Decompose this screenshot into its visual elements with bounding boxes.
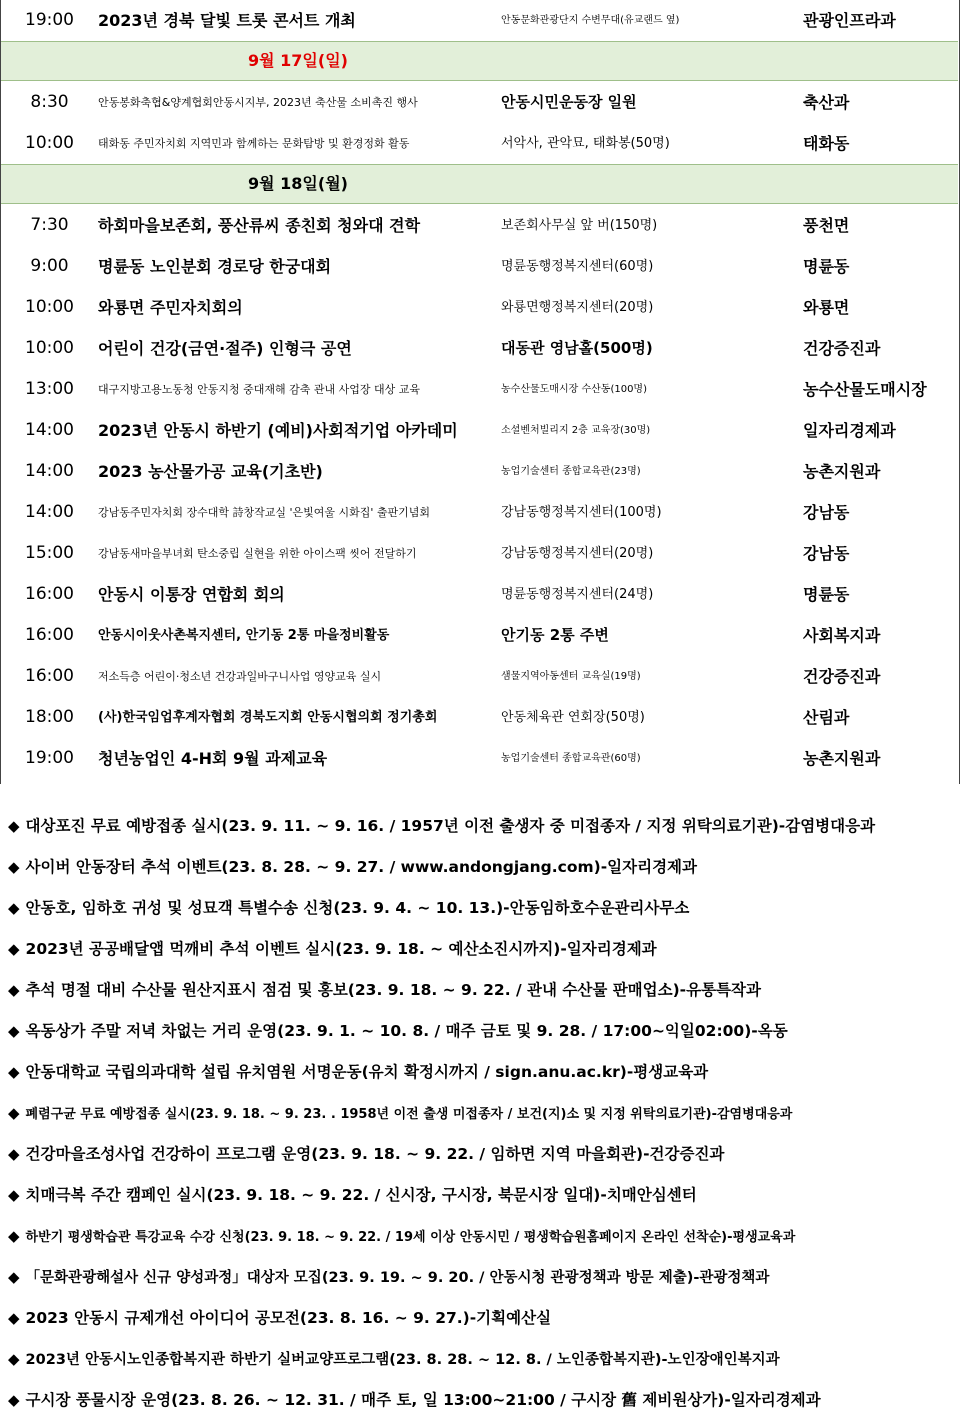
notice-item (8, 1217, 958, 1255)
event-dept: 강남동 (803, 544, 850, 563)
event-time: 16:00 (25, 625, 74, 645)
schedule-row (1, 656, 958, 697)
event-dept: 관광인프라과 (803, 11, 896, 30)
event-place: 명륜동행정복지센터(60명) (501, 259, 654, 274)
event-place: 와룡면행정복지센터(20명) (501, 300, 654, 315)
diamond-bullet-icon: ◆ (8, 981, 20, 999)
notice-text: 대상포진 무료 예방접종 실시(23. 9. 11. ~ 9. 16. / 1957년 이전 출생자 중 미접종자 / 지정 위탁의료기관)-감염병대응과 (25, 817, 876, 835)
day-label: 9월 17일(일) (248, 51, 348, 70)
event-time: 16:00 (25, 584, 74, 604)
notice-text: 건강마을조성사업 건강하이 프로그램 운영(23. 9. 18. ~ 9. 22. / 임하면 지역 마을회관)-건강증진과 (25, 1145, 725, 1163)
schedule-row (1, 738, 958, 779)
event-title: 안동시이웃사촌복지센터, 안기동 2통 마을정비활동 (98, 628, 390, 643)
event-title: 2023년 안동시 하반기 (예비)사회적기업 아카데미 (98, 421, 458, 440)
notice-text: 2023년 공공배달앱 먹깨비 추석 이벤트 실시(23. 9. 18. ~ 예산소진시까지)-일자리경제과 (25, 940, 657, 958)
event-dept: 강남동 (803, 503, 850, 522)
event-place: 샘물지역아동센터 교육실(19명) (501, 671, 641, 682)
notice-text: 구시장 풍물시장 운영(23. 8. 26. ~ 12. 31. / 매주 토, 일 13:00~21:00 / 구시장 舊 제비원상가)-일자리경제과 (25, 1391, 821, 1409)
event-dept: 명륜동 (803, 585, 850, 604)
event-dept: 농촌지원과 (803, 462, 881, 481)
event-title: 안동봉화축협&양계협회안동시지부, 2023년 축산물 소비촉진 행사 (98, 96, 418, 109)
diamond-bullet-icon: ◆ (8, 1268, 20, 1286)
event-title: 하회마을보존회, 풍산류씨 종친회 청와대 견학 (98, 216, 421, 235)
schedule-row (1, 533, 958, 574)
notice-item (8, 1012, 958, 1050)
diamond-bullet-icon: ◆ (8, 940, 20, 958)
event-dept: 와룡면 (803, 298, 850, 317)
event-dept: 건강증진과 (803, 667, 881, 686)
notice-text: 추석 명절 대비 수산물 원산지표시 점검 및 홍보(23. 9. 18. ~ 9. 22. / 관내 수산물 판매업소)-유통특작과 (25, 981, 761, 999)
notice-item (8, 971, 958, 1009)
schedule-row (1, 0, 958, 41)
diamond-bullet-icon: ◆ (8, 899, 20, 917)
diamond-bullet-icon: ◆ (8, 1063, 20, 1081)
schedule-row (1, 410, 958, 451)
notice-item (8, 848, 958, 886)
event-place: 명륜동행정복지센터(24명) (501, 587, 654, 602)
notice-item (8, 1053, 958, 1091)
notice-text: 2023년 안동시노인종합복지관 하반기 실버교양프로그램(23. 8. 28. ~ 12. 8. / 노인종합복지관)-노인장애인복지과 (25, 1352, 780, 1368)
event-place: 강남동행정복지센터(100명) (501, 505, 662, 520)
event-dept: 농촌지원과 (803, 749, 881, 768)
event-title: 대구지방고용노동청 안동지청 중대재해 감축 관내 사업장 대상 교육 (98, 383, 421, 396)
schedule-row (1, 287, 958, 328)
event-title: 강남동새마을부녀회 탄소중립 실현을 위한 아이스팩 씻어 전달하기 (98, 547, 417, 560)
event-dept: 사회복지과 (803, 626, 881, 645)
event-time: 18:00 (25, 707, 74, 727)
notice-text: 치매극복 주간 캠페인 실시(23. 9. 18. ~ 9. 22. / 신시장, 구시장, 북문시장 일대)-치매안심센터 (25, 1186, 697, 1204)
event-dept: 건강증진과 (803, 339, 881, 358)
event-dept: 축산과 (803, 93, 850, 112)
notice-text: 2023 안동시 규제개선 아이디어 공모전(23. 8. 16. ~ 9. 27.)-기획예산실 (25, 1309, 552, 1327)
notice-item (8, 1299, 958, 1337)
event-place: 소셜벤처빌리지 2층 교육장(30명) (501, 425, 651, 436)
event-place: 안동체육관 연회장(50명) (501, 710, 645, 725)
notice-item (8, 1135, 958, 1173)
event-title: 저소득층 어린이·청소년 건강과일바구니사업 영양교육 실시 (98, 670, 382, 683)
notice-item (8, 1381, 958, 1419)
event-title: 어린이 건강(금연·절주) 인형극 공연 (98, 339, 352, 358)
event-time: 19:00 (25, 10, 74, 30)
event-place: 보존회사무실 앞 버(150명) (501, 218, 658, 233)
notice-text: 사이버 안동장터 추석 이벤트(23. 8. 28. ~ 9. 27. / www.andongjang.com)-일자리경제과 (25, 858, 697, 876)
event-time: 16:00 (25, 666, 74, 686)
event-title: 명륜동 노인분회 경로당 한궁대회 (98, 257, 332, 276)
event-time: 10:00 (25, 297, 74, 317)
event-dept: 명륜동 (803, 257, 850, 276)
schedule-row (1, 328, 958, 369)
event-dept: 태화동 (803, 134, 850, 153)
event-time: 7:30 (30, 215, 69, 235)
diamond-bullet-icon: ◆ (8, 858, 20, 876)
notice-text: 옥동상가 주말 저녁 차없는 거리 운영(23. 9. 1. ~ 10. 8. / 매주 금토 및 9. 28. / 17:00~익일02:00)-옥동 (25, 1022, 788, 1040)
notice-item (8, 889, 958, 927)
notice-text: 「문화관광해설사 신규 양성과정」대상자 모집(23. 9. 19. ~ 9. 20. / 안동시청 관광정책과 방문 제출)-관광정책과 (25, 1270, 770, 1286)
event-time: 15:00 (25, 543, 74, 563)
diamond-bullet-icon: ◆ (8, 1391, 20, 1409)
event-title: 와룡면 주민자치회의 (98, 298, 243, 317)
notice-item (8, 1094, 958, 1132)
notice-item (8, 1340, 958, 1378)
event-place: 안동문화관광단지 수변무대(유교랜드 옆) (501, 15, 680, 26)
notice-text: 하반기 평생학습관 특강교육 수강 신청(23. 9. 18. ~ 9. 22. / 19세 이상 안동시민 / 평생학습원홈페이지 온라인 선착순)-평생교육과 (25, 1230, 796, 1245)
event-place: 농업기술센터 종합교육관(60명) (501, 753, 641, 764)
schedule-row (1, 82, 958, 123)
schedule-row (1, 574, 958, 615)
event-title: (사)한국임업후계자협회 경북도지회 안동시협의회 정기총회 (98, 710, 438, 725)
event-dept: 농수산물도매시장 (803, 380, 927, 399)
schedule-row (1, 246, 958, 287)
notice-item (8, 930, 958, 968)
event-title: 안동시 이통장 연합회 회의 (98, 585, 285, 604)
diamond-bullet-icon: ◆ (8, 1309, 20, 1327)
event-place: 서악사, 관악묘, 태화봉(50명) (501, 136, 670, 151)
schedule-row (1, 369, 958, 410)
event-time: 14:00 (25, 420, 74, 440)
schedule-row (1, 123, 958, 164)
event-time: 10:00 (25, 338, 74, 358)
event-title: 청년농업인 4-H회 9월 과제교육 (98, 749, 328, 768)
event-dept: 풍천면 (803, 216, 850, 235)
event-title: 태화동 주민자치회 지역민과 함께하는 문화탐방 및 환경정화 활동 (98, 137, 410, 150)
event-time: 14:00 (25, 461, 74, 481)
notice-text: 폐렴구균 무료 예방접종 실시(23. 9. 18. ~ 9. 23. . 1958년 이전 출생 미접종자 / 보건(지)소 및 지정 위탁의료기관)-감염병대응과 (25, 1107, 793, 1122)
event-place: 강남동행정복지센터(20명) (501, 546, 654, 561)
diamond-bullet-icon: ◆ (8, 1104, 20, 1122)
event-place: 농수산물도매시장 수산동(100명) (501, 384, 647, 395)
event-title: 강남동주민자치회 장수대학 詩창작교실 '은빛여울 시화집' 출판기념회 (98, 506, 431, 519)
day-label: 9월 18일(월) (248, 174, 348, 193)
event-title: 2023 농산물가공 교육(기초반) (98, 462, 323, 481)
event-time: 19:00 (25, 748, 74, 768)
schedule-row (1, 492, 958, 533)
diamond-bullet-icon: ◆ (8, 817, 20, 835)
event-place: 농업기술센터 종합교육관(23명) (501, 466, 641, 477)
schedule-row (1, 451, 958, 492)
notice-text: 안동호, 임하호 귀성 및 성묘객 특별수송 신청(23. 9. 4. ~ 10. 13.)-안동임하호수운관리사무소 (25, 899, 690, 917)
notice-text: 안동대학교 국립의과대학 설립 유치염원 서명운동(유치 확정시까지 / sign.anu.ac.kr)-평생교육과 (25, 1063, 709, 1081)
event-dept: 산림과 (803, 708, 850, 727)
schedule-row (1, 615, 958, 656)
diamond-bullet-icon: ◆ (8, 1145, 20, 1163)
event-title: 2023년 경북 달빛 트롯 콘서트 개최 (98, 11, 356, 30)
diamond-bullet-icon: ◆ (8, 1350, 20, 1368)
event-place: 안동시민운동장 일원 (501, 93, 637, 111)
schedule-row (1, 697, 958, 738)
schedule-row (1, 205, 958, 246)
event-time: 9:00 (30, 256, 69, 276)
notice-item (8, 1176, 958, 1214)
notice-item (8, 807, 958, 845)
diamond-bullet-icon: ◆ (8, 1227, 20, 1245)
event-place: 대동관 영남홀(500명) (501, 339, 653, 357)
event-time: 13:00 (25, 379, 74, 399)
diamond-bullet-icon: ◆ (8, 1022, 20, 1040)
day-header-17 (1, 41, 958, 81)
day-header-18 (1, 164, 958, 204)
event-time: 14:00 (25, 502, 74, 522)
event-time: 10:00 (25, 133, 74, 153)
diamond-bullet-icon: ◆ (8, 1186, 20, 1204)
event-time: 8:30 (30, 92, 69, 112)
notice-item (8, 1258, 958, 1296)
event-place: 안기동 2통 주변 (501, 626, 609, 644)
event-dept: 일자리경제과 (803, 421, 896, 440)
